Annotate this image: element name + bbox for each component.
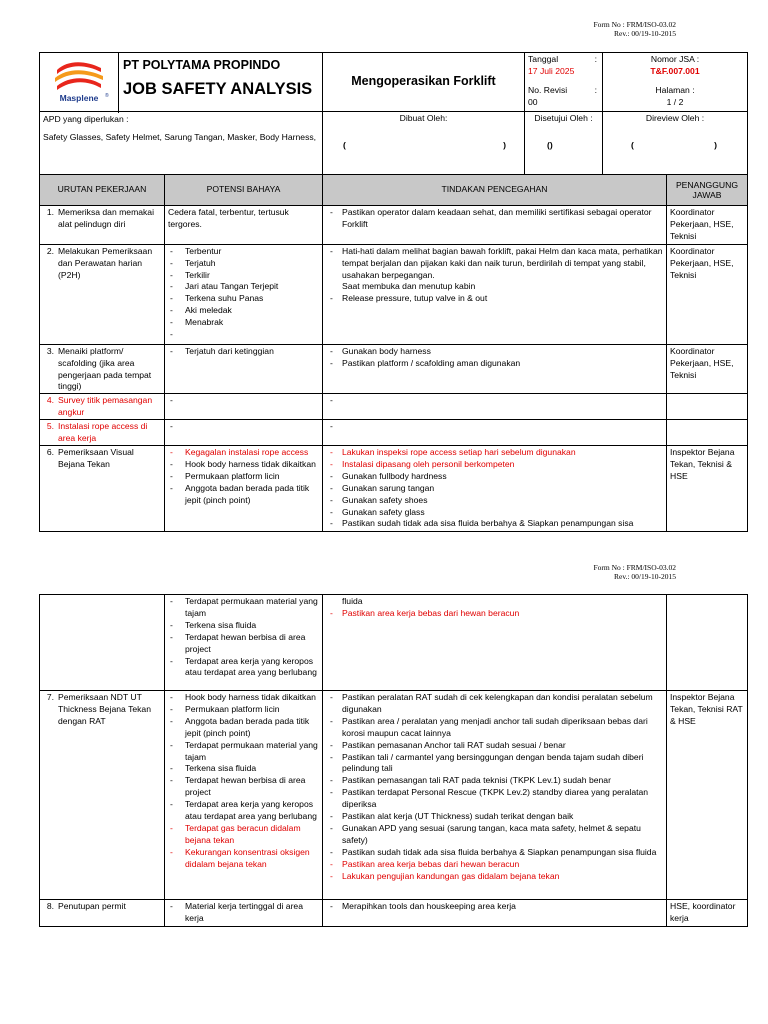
action-item: Saat membuka dan menutup kabin [342, 281, 476, 292]
revisi-value: 00 [528, 96, 538, 107]
disetujui-cell [525, 112, 603, 175]
form-rev: Rev.: 00/19-10-2015 [613, 29, 676, 38]
action-item: - Pastikan sudah tidak ada sisa fluida berbahya & Siapkan penampungan sisa fluida [323, 847, 666, 859]
task-cell [40, 900, 165, 927]
revisi-colon: : [594, 84, 598, 95]
action-item: fluida [342, 596, 363, 606]
hazard-item: - Permukaan platform licin [165, 471, 322, 483]
hazard-item: - Anggota badan berada pada titik jepit (pinch point) [165, 716, 322, 740]
form-no: Form No : FRM/ISO-03.02 [593, 20, 676, 29]
step-number: 5. [46, 421, 54, 432]
action-item: - Pastikan pemasangan tali RAT pada teknisi (TKPK Lev.1) sudah benar [323, 775, 666, 787]
responsible-cell [667, 420, 748, 446]
step-task: Memeriksa dan memakai alat pelindugn diri [58, 207, 154, 229]
action-cell [323, 420, 667, 446]
task-cell [40, 445, 165, 531]
responsible-cell: Inspektor Bejana Tekan, Teknisi RAT & HSE [667, 691, 748, 900]
table-row [40, 394, 748, 420]
document-title: JOB SAFETY ANALYSIS [123, 80, 313, 98]
action-item: - Pastikan peralatan RAT sudah di cek kelengkapan dan kondisi peralatan sebelum digunakan [323, 692, 666, 716]
hazard-cell [165, 595, 323, 691]
svg-text:®: ® [105, 93, 109, 100]
direview-cell [603, 112, 748, 175]
disetujui-close: ) [549, 139, 553, 150]
step-number: 6. [46, 446, 54, 457]
nomor-jsa-value: T&F.007.001 [650, 65, 700, 76]
hazard-item: - Jari atau Tangan Terjepit [165, 281, 322, 293]
dibuat-close: ) [503, 139, 506, 150]
halaman-value: 1 / 2 [666, 96, 684, 107]
table-row [40, 344, 748, 394]
hazard-item: - Permukaan platform licin [165, 704, 322, 716]
step-number: 2. [46, 245, 54, 256]
hazard-text: Cedera fatal, terbentur, tertusuk tergores. [168, 207, 289, 229]
hazard-cell [165, 244, 323, 344]
step-task: Pemeriksaan Visual Bejana Tekan [58, 446, 134, 469]
responsible-cell: Koordinator Pekerjaan, HSE, Teknisi [667, 244, 748, 344]
action-item: - Gunakan sarung tangan [323, 483, 666, 495]
action-item: - Lakukan pengujian kandungan gas didalam bejana tekan [323, 871, 666, 883]
responsible-cell: Inspektor Bejana Tekan, Teknisi & HSE [667, 445, 748, 531]
action-item: - Hati-hati dalam melihat bagian bawah forklift, pakai Helm dan kaca mata, perhatikan tempat berjalan dan pijakan kaki dan naik turun, berdirilah di tempat yang stabil, usahakan berpegangan. [323, 246, 666, 282]
step-task: Survey titik pemasangan angkur [58, 395, 153, 418]
hazard-item: - Material kerja tertinggal di area kerja [165, 901, 322, 925]
hazard-item: - Terjatuh dari ketinggian [165, 346, 322, 358]
action-item: - Pastikan terdapat Personal Rescue (TKPK Lev.2) standby diarea yang peralatan diperiksa [323, 787, 666, 811]
step-task: Menaiki platform/ scafolding (jika area pengerjaan pada tempat tinggi) [58, 345, 152, 392]
hazard-item: - Terkena sisa fluida [165, 620, 322, 632]
svg-text:Masplene: Masplene [59, 93, 99, 104]
responsible-cell: HSE, koordinator kerja [667, 900, 748, 927]
hazard-item: - Terdapat area kerja yang keropos atau terdapat area yang berlubang [165, 799, 322, 823]
hazard-item: - Terdapat permukaan material yang tajam [165, 596, 322, 620]
hazard-item: - Terkena suhu Panas [165, 293, 322, 305]
form-no-page-2: Form No : FRM/ISO-03.02 [593, 563, 676, 572]
step-task: Penutupan permit [58, 901, 126, 911]
activity-title: Mengoperasikan Forklift [351, 74, 496, 89]
date-revision-cell [525, 53, 603, 112]
action-cell [323, 344, 667, 394]
action-cell [323, 691, 667, 900]
tanggal-value: 17 Juli 2025 [528, 65, 575, 76]
hazard-cell [165, 691, 323, 900]
action-item: - Pastikan operator dalam keadaan sehat, dan memiliki sertifikasi sebagai operator Forklift [323, 207, 666, 231]
jsa-number-cell [603, 53, 748, 112]
action-cell [323, 394, 667, 420]
direview-label: Direview Oleh : [645, 113, 705, 123]
masplene-logo [47, 56, 111, 104]
hazard-item: - Kekurangan konsentrasi oksigen didalam bejana tekan [165, 847, 322, 871]
tanggal-label: Tanggal [528, 54, 559, 64]
table-row [40, 445, 748, 531]
action-item: - Release pressure, tutup valve in & out [323, 293, 666, 305]
dibuat-label: Dibuat Oleh: [399, 113, 448, 123]
task-cell [40, 344, 165, 394]
step-number: 4. [46, 395, 54, 406]
title-cell [119, 53, 323, 112]
jsa-table-page-2 [39, 594, 748, 927]
action-item: - Pastikan area / peralatan yang menjadi anchor tali sudah diperiksaan bebas dari korosi maupun cacat lainnya [323, 716, 666, 740]
col-header-tindakan: TINDAKAN PENCEGAHAN [323, 175, 667, 206]
table-row [40, 595, 748, 691]
hazard-cell [165, 394, 323, 420]
action-cell [323, 445, 667, 531]
task-cell [40, 394, 165, 420]
action-item: - Pastikan pemasanan Anchor tali RAT sudah sesuai / benar [323, 740, 666, 752]
hazard-item: - Terdapat hewan berbisa di area project [165, 632, 322, 656]
hazard-item: - Aki meledak [165, 305, 322, 317]
col-header-pj [667, 175, 748, 206]
action-cell [323, 244, 667, 344]
hazard-item: - Terjatuh [165, 258, 322, 270]
task-cell [40, 244, 165, 344]
step-number: 1. [46, 207, 54, 217]
jsa-header-table [39, 52, 748, 175]
table-row [40, 420, 748, 446]
hazard-cell [165, 420, 323, 446]
table-row [40, 244, 748, 344]
task-cell [40, 595, 165, 691]
action-item: - Pastikan area kerja bebas dari hewan beracun [323, 859, 666, 871]
action-item: - Gunakan safety shoes [323, 495, 666, 507]
col-header-pj-line1: PENANGGUNG [675, 179, 739, 190]
hazard-item: - Terdapat hewan berbisa di area project [165, 775, 322, 799]
hazard-item: - Menabrak [165, 317, 322, 329]
action-item: - Instalasi dipasang oleh personil berkompeten [323, 459, 666, 471]
revisi-label: No. Revisi [528, 84, 568, 95]
action-item: - Gunakan fullbody hardness [323, 471, 666, 483]
disetujui-label: Disetujui Oleh : [534, 113, 593, 123]
step-number: 3. [46, 345, 54, 356]
task-cell [40, 206, 165, 245]
action-cell [323, 595, 667, 691]
hazard-item: - Hook body harness tidak dikaitkan [165, 692, 322, 704]
table-row [40, 206, 748, 245]
action-item: - Gunakan safety glass [323, 507, 666, 519]
step-task: Instalasi rope access di area kerja [58, 421, 148, 444]
responsible-cell [667, 394, 748, 420]
jsa-table-page-1 [39, 174, 748, 532]
apd-items: Safety Glasses, Safety Helmet, Sarung Tangan, Masker, Body Harness, [43, 131, 317, 142]
responsible-cell: Koordinator Pekerjaan, HSE, Teknisi [667, 206, 748, 245]
action-item: - Pastikan alat kerja (UT Thickness) sudah terikat dengan baik [323, 811, 666, 823]
hazard-item: - Terdapat permukaan material yang tajam [165, 740, 322, 764]
task-cell [40, 691, 165, 900]
hazard-item: - Anggota badan berada pada titik jepit (pinch point) [165, 483, 322, 507]
form-rev-page-2: Rev.: 00/19-10-2015 [613, 572, 676, 581]
action-item: - Gunakan APD yang sesuai (sarung tangan, kaca mata safety, helmet & sepatu safety) [323, 823, 666, 847]
hazard-cell [165, 445, 323, 531]
action-item: - Pastikan area kerja bebas dari hewan beracun [323, 608, 666, 620]
apd-cell [40, 112, 323, 175]
dibuat-open: ( [343, 139, 346, 150]
action-cell [323, 206, 667, 245]
nomor-jsa-label: Nomor JSA : [650, 54, 700, 64]
form-number-block [560, 20, 676, 38]
hazard-item: - Hook body harness tidak dikaitkan [165, 459, 322, 471]
direview-open: ( [631, 139, 634, 150]
step-number: 7. [46, 692, 54, 702]
halaman-label: Halaman : [655, 84, 695, 95]
step-number: 8. [46, 901, 54, 911]
dibuat-cell [323, 112, 525, 175]
table-row [40, 900, 748, 927]
hazard-item: - Terbentur [165, 246, 322, 258]
col-header-urutan: URUTAN PEKERJAAN [40, 175, 165, 206]
hazard-item: - Terkena sisa fluida [165, 763, 322, 775]
form-number-block-page-2 [560, 563, 676, 581]
step-task: Melakukan Pemeriksaan dan Perawatan harian (P2H) [58, 245, 153, 280]
responsible-cell [667, 595, 748, 691]
action-item: - Gunakan body harness [323, 346, 666, 358]
action-item: - Pastikan platform / scafolding aman digunakan [323, 358, 666, 370]
tanggal-colon: : [594, 54, 598, 64]
step-task: Pemeriksaan NDT UT Thickness Bejana Tekan dengan RAT [58, 692, 151, 726]
company-name: PT POLYTAMA PROPINDO [123, 58, 281, 72]
action-item: - Pastikan tali / carmantel yang bersinggungan dengan benda tajam sudah diberi pelindung tali [323, 752, 666, 776]
col-header-potensi: POTENSI BAHAYA [165, 175, 323, 206]
apd-label: APD yang diperlukan : [43, 114, 129, 124]
hazard-item: - Terdapat area kerja yang keropos atau terdapat area yang berlubang [165, 656, 322, 680]
table-row [40, 691, 748, 900]
responsible-cell: Koordinator Pekerjaan, HSE, Teknisi [667, 344, 748, 394]
disetujui-open: ( [547, 139, 550, 150]
action-item: - Pastikan sudah tidak ada sisa fluida berbahya & Siapkan penampungan sisa [323, 518, 666, 530]
logo-cell [40, 53, 119, 112]
action-cell [323, 900, 667, 927]
hazard-item: - Terkilir [165, 270, 322, 282]
hazard-cell [165, 344, 323, 394]
task-cell [40, 420, 165, 446]
col-header-pj-line2: JAWAB [692, 190, 722, 200]
action-item: - Merapihkan tools dan houskeeping area kerja [323, 901, 666, 913]
hazard-item: - Terdapat gas beracun didalam bejana tekan [165, 823, 322, 847]
hazard-cell [165, 206, 323, 245]
activity-cell [323, 53, 525, 112]
hazard-item: - Kegagalan instalasi rope access [165, 447, 322, 459]
hazard-cell [165, 900, 323, 927]
direview-close: ) [714, 139, 718, 150]
action-item: - Lakukan inspeksi rope access setiap hari sebelum digunakan [323, 447, 666, 459]
